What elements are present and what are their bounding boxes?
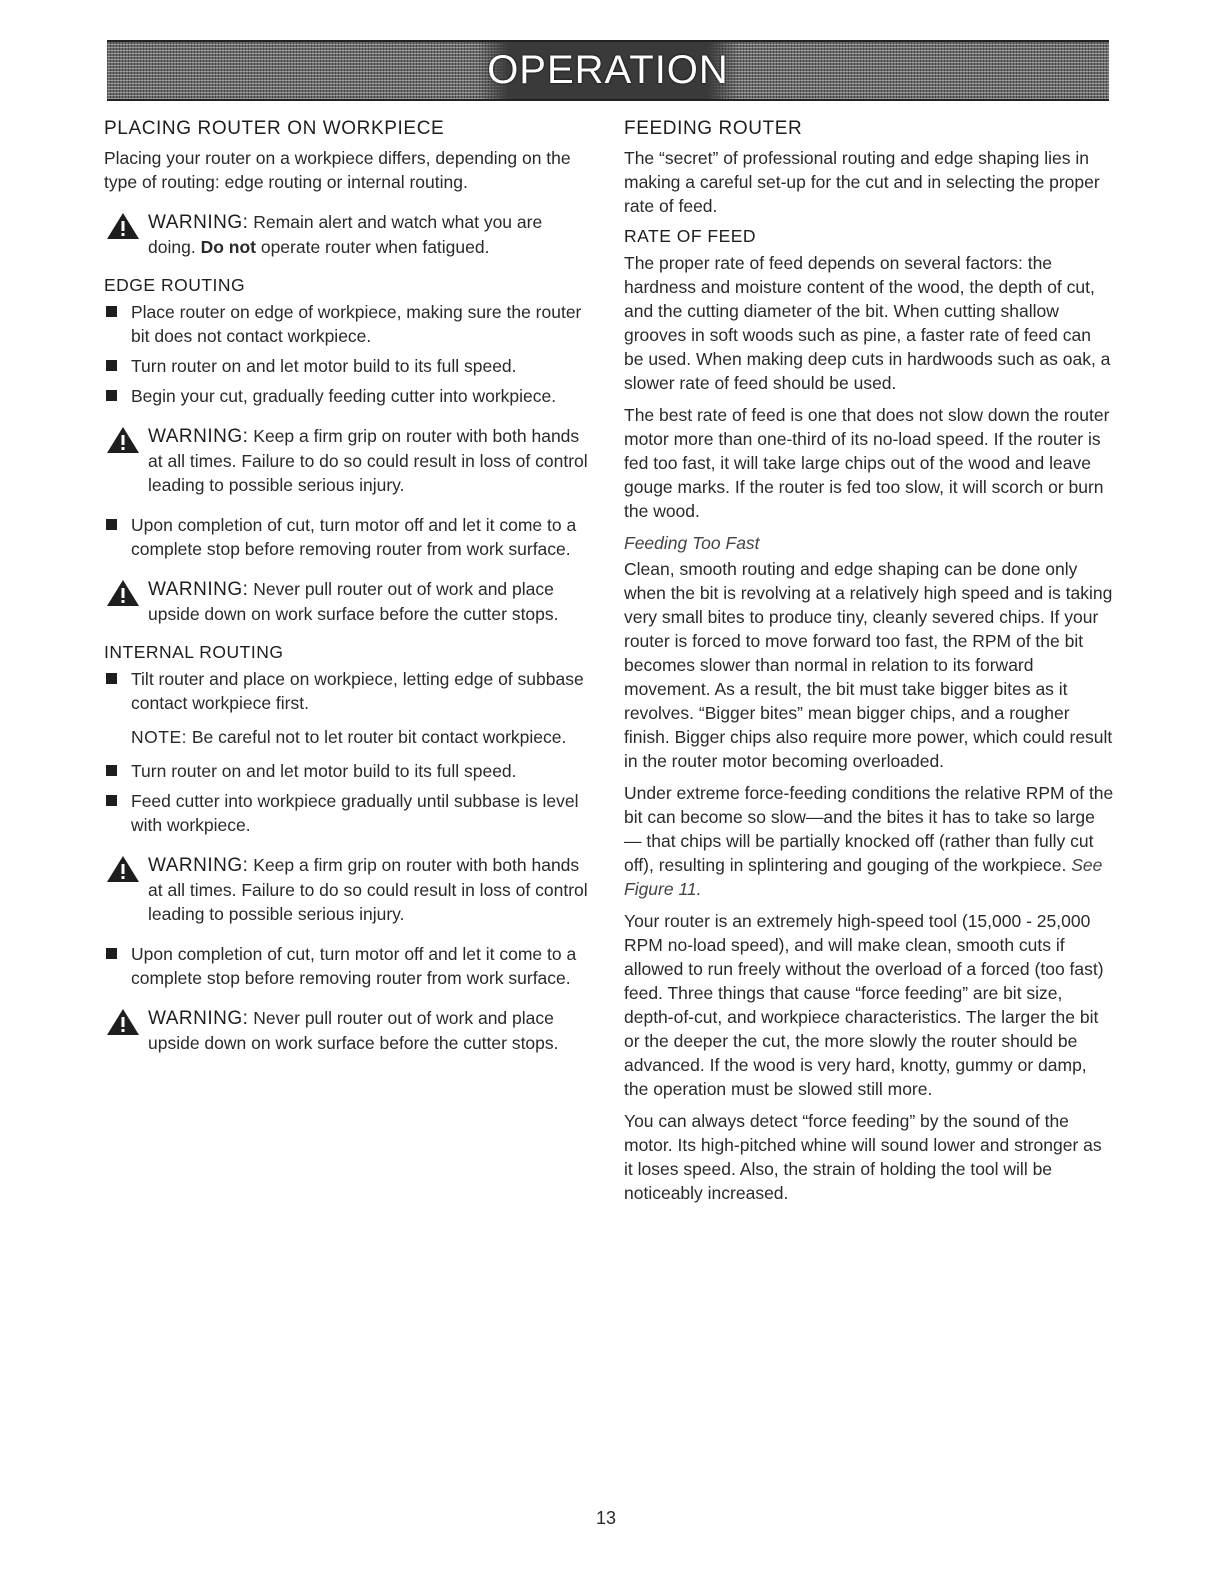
left-column — [104, 118, 594, 1071]
list-item: Begin your cut, gradually feeding cutter into workpiece. — [104, 384, 594, 408]
warning-label: WARNING: — [148, 579, 249, 600]
edge-routing-steps — [104, 300, 594, 408]
warning-label: WARNING: — [148, 212, 249, 233]
section-banner — [107, 40, 1109, 101]
warning-block — [104, 577, 594, 626]
edge-routing-final-step — [104, 513, 594, 561]
bullet-square-icon — [106, 519, 117, 530]
paragraph: You can always detect “force feeding” by the sound of the motor. Its high-pitched whine will sound lower and stronger as it loses speed. Also, the strain of holding the tool will be noticeably increased. — [624, 1111, 1102, 1203]
paragraph: The proper rate of feed depends on several factors: the hardness and moisture content of the wood, the depth of cut, and the cutting diameter of the bit. When cutting shallow grooves in soft woods such as pine, a faster rate of feed can be used. When making deep cuts in hardwoods such as oak, a slower rate of feed should be used. — [624, 253, 1111, 393]
bullet-square-icon — [106, 390, 117, 401]
paragraph: Your router is an extremely high-speed tool (15,000 - 25,000 RPM no-load speed), and will make clean, smooth cuts if allowed to run freely without the overload of a forced (too fast) feed. Three things that cause “force feeding” are bit size, depth-of-cut, and workpiece characteristics. The larger the bit or the deeper the cut, the more slowly the router should be advanced. If the wood is very hard, knotty, gummy or damp, the operation must be slowed still more. — [624, 911, 1104, 1099]
note-text: Be careful not to let router bit contact workpiece. — [191, 727, 567, 747]
intro-paragraph: The “secret” of professional routing and edge shaping lies in making a careful set-up for the cut and in selecting the proper rate of feed. — [624, 148, 1100, 216]
internal-routing-first-step — [104, 667, 594, 715]
warning-block — [104, 1006, 594, 1055]
bullet-square-icon — [106, 948, 117, 959]
note-block — [104, 725, 594, 749]
bullet-square-icon — [106, 673, 117, 684]
bullet-square-icon — [106, 360, 117, 371]
internal-routing-steps — [104, 759, 594, 837]
heading-rate-of-feed: RATE OF FEED — [624, 226, 757, 246]
heading-feeding-router: FEEDING ROUTER — [624, 118, 803, 139]
internal-routing-final-step — [104, 942, 594, 990]
list-item: Upon completion of cut, turn motor off and let it come to a complete stop before removing router from work surface. — [104, 942, 594, 990]
warning-label: WARNING: — [148, 855, 249, 876]
list-item: Tilt router and place on workpiece, letting edge of subbase contact workpiece first. — [104, 667, 594, 715]
bullet-square-icon — [106, 765, 117, 776]
note-label: NOTE: — [131, 727, 187, 747]
warning-triangle-icon — [106, 579, 140, 607]
paragraph: The best rate of feed is one that does not slow down the router motor more than one-third of its no-load speed. If the router is fed too fast, it will take large chips out of the wood and leave gouge marks. If the router is fed too slow, it will scorch or burn the wood. — [624, 405, 1110, 521]
warning-triangle-icon — [106, 1008, 140, 1036]
warning-block — [104, 210, 594, 259]
paragraph-text: Under extreme force-feeding conditions the relative RPM of the bit can become so slow—and the bites it has to take so large — that chips will be partially knocked off (rather than fully cut off), resulting in splintering and gouging of the workpiece. — [624, 783, 1114, 875]
bullet-square-icon — [106, 795, 117, 806]
heading-feeding-too-fast: Feeding Too Fast — [624, 533, 760, 553]
warning-triangle-icon — [106, 855, 140, 883]
heading-internal-routing: INTERNAL ROUTING — [104, 642, 284, 662]
intro-paragraph: Placing your router on a workpiece differs, depending on the type of routing: edge routing or internal routing. — [104, 148, 571, 192]
heading-edge-routing: EDGE ROUTING — [104, 275, 246, 295]
list-item: Turn router on and let motor build to its full speed. — [104, 354, 594, 378]
warning-text: Never pull router out of work and place upside down on work surface before the cutter stops. — [148, 1008, 559, 1053]
warning-label: WARNING: — [148, 1008, 249, 1029]
warning-label: WARNING: — [148, 426, 249, 447]
warning-triangle-icon — [106, 426, 140, 454]
figure-reference: See Figure 11. — [624, 855, 1103, 899]
warning-text: Keep a firm grip on router with both hands at all times. Failure to do so could result in loss of control leading to possible serious injury. — [148, 855, 588, 924]
paragraph: Clean, smooth routing and edge shaping can be done only when the bit is revolving at a relatively high speed and is taking very small bites to produce tiny, cleanly severed chips. If your router is forced to move forward too fast, the RPM of the bit becomes slower than normal in relation to its forward movement. As a result, the bit must take bigger bites as it revolves. “Bigger bites” mean bigger chips, and a rougher finish. Bigger chips also require more power, which could result in the router motor becoming overloaded. — [624, 559, 1113, 771]
right-column — [624, 118, 1114, 1213]
warning-triangle-icon — [106, 212, 140, 240]
warning-block — [104, 853, 594, 926]
list-item: Feed cutter into workpiece gradually until subbase is level with workpiece. — [104, 789, 594, 837]
list-item: Upon completion of cut, turn motor off and let it come to a complete stop before removing router from work surface. — [104, 513, 594, 561]
banner-title: OPERATION — [477, 42, 739, 99]
warning-block — [104, 424, 594, 497]
heading-placing-router: PLACING ROUTER ON WORKPIECE — [104, 118, 445, 139]
bullet-square-icon — [106, 306, 117, 317]
warning-text: Remain alert and watch what you are doing. — [148, 212, 543, 257]
warning-text: operate router when fatigued. — [260, 237, 490, 257]
warning-text: Keep a firm grip on router with both hands at all times. Failure to do so could result in loss of control leading to possible serious injury. — [148, 426, 588, 495]
warning-emphasis: Do not — [200, 237, 256, 257]
list-item: Turn router on and let motor build to its full speed. — [104, 759, 594, 783]
list-item: Place router on edge of workpiece, making sure the router bit does not contact workpiece. — [104, 300, 594, 348]
paragraph — [624, 781, 1114, 901]
page-number: 13 — [595, 1508, 617, 1528]
warning-text: Never pull router out of work and place upside down on work surface before the cutter stops. — [148, 579, 559, 624]
